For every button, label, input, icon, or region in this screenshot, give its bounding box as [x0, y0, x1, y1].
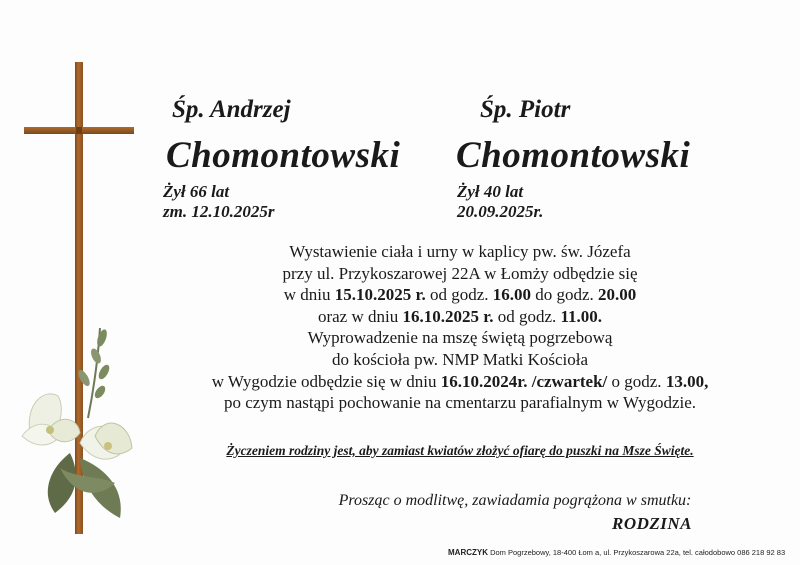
line4-text-c: od godz. — [493, 306, 561, 326]
line7-text-c: o godz. — [607, 371, 666, 391]
deceased-1-death-date: zm. 12.10.2025r — [163, 202, 275, 221]
detail-line-5: Wyprowadzenie na mszę świętą pogrzebową — [307, 328, 613, 348]
detail-line-8: po czym nastąpi pochowanie na cmentarzu parafialnym w Wygodzie. — [223, 393, 697, 413]
detail-line-6: do kościoła pw. NMP Matki Kościoła — [331, 349, 589, 369]
line7-text-a: w Wygodzie odbędzie się w dniu — [211, 371, 441, 391]
line4-time: 11.00. — [560, 306, 603, 326]
deceased-2-dates — [457, 182, 543, 222]
line7-time: 13.00, — [665, 371, 709, 391]
deceased-2-death-date: 20.09.2025r. — [457, 202, 544, 221]
footer-details: Dom Pogrzebowy, 18-400 Łom a, ul. Przykoszarowa 22a, tel. całodobowo 086 218 92 83 — [488, 548, 786, 557]
footer — [448, 548, 785, 557]
funeral-details — [150, 241, 770, 414]
line4-text-a: oraz w dniu — [317, 306, 403, 326]
footer-brand: MARCZYK — [448, 548, 488, 557]
deceased-2-surname: Chomontowski — [456, 135, 691, 176]
line3-text-a: w dniu — [283, 285, 335, 305]
detail-line-7 — [150, 371, 770, 393]
deceased-2-prefix: Śp. Piotr — [480, 96, 571, 123]
line3-text-e: do godz. — [531, 285, 599, 305]
line3-time-from: 16.00 — [492, 285, 531, 305]
line4-date: 16.10.2025 r. — [402, 306, 494, 326]
deceased-1-dates — [163, 182, 274, 222]
line3-time-to: 20.00 — [598, 285, 637, 305]
lily-flower-icon — [20, 318, 150, 528]
closing-line: Prosząc o modlitwę, zawiadamia pogrążona w smutku: — [338, 492, 692, 509]
deceased-2-age: Żył 40 lat — [457, 182, 524, 201]
line7-date: 16.10.2024r. /czwartek/ — [440, 371, 608, 391]
detail-line-3 — [150, 284, 770, 306]
detail-line-1: Wystawienie ciała i urny w kaplicy pw. św. Józefa — [289, 242, 631, 261]
deceased-1-prefix: Śp. Andrzej — [172, 96, 291, 123]
detail-line-4 — [150, 306, 770, 328]
line3-date: 15.10.2025 r. — [334, 285, 426, 305]
signature: RODZINA — [612, 514, 693, 533]
detail-line-2: przy ul. Przykoszarowej 22A w Łomży odbędzie się — [282, 263, 638, 283]
deceased-1-age: Żył 66 lat — [163, 182, 230, 201]
line3-text-c: od godz. — [425, 285, 493, 305]
deceased-1-surname: Chomontowski — [166, 135, 401, 176]
family-wish: Życzeniem rodziny jest, aby zamiast kwiatów złożyć ofiarę do puszki na Msze Święte. — [226, 443, 694, 458]
cross-center — [76, 127, 82, 134]
